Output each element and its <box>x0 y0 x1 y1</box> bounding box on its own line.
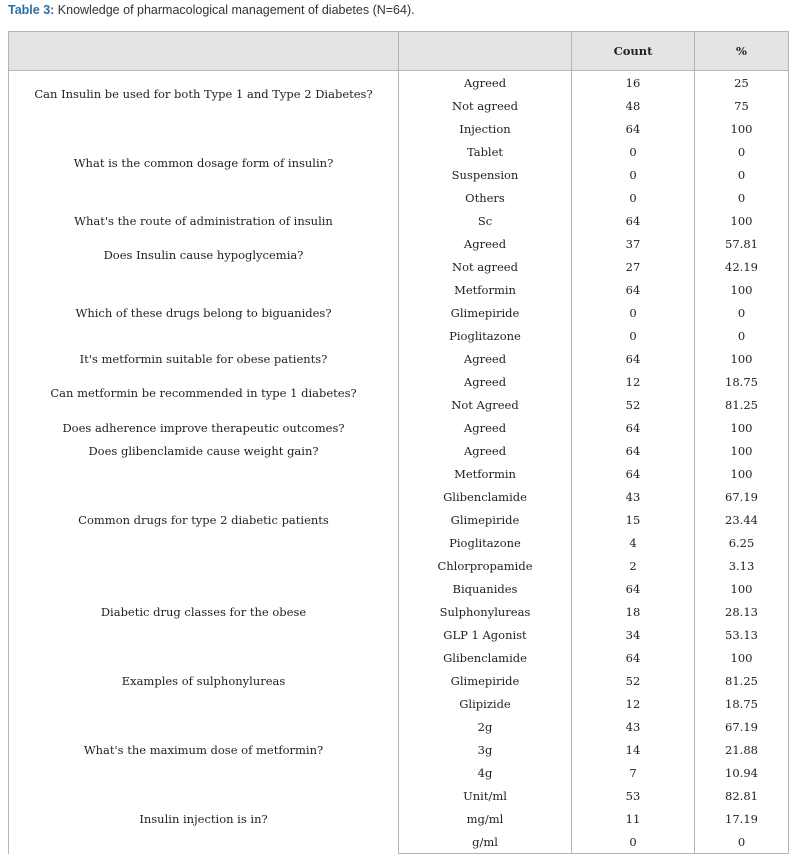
count-cell: 27 <box>572 255 695 278</box>
percent-cell: 57.81 <box>695 232 789 255</box>
table-caption <box>8 3 415 17</box>
option-cell: Not agreed <box>399 255 572 278</box>
percent-cell: 100 <box>695 117 789 140</box>
percent-cell: 21.88 <box>695 738 789 761</box>
count-cell: 64 <box>572 416 695 439</box>
option-cell: Chlorpropamide <box>399 554 572 577</box>
table-row <box>9 117 789 140</box>
option-cell: Agreed <box>399 439 572 462</box>
percent-cell: 82.81 <box>695 784 789 807</box>
percent-cell: 10.94 <box>695 761 789 784</box>
percent-cell: 100 <box>695 278 789 301</box>
option-cell: 4g <box>399 761 572 784</box>
count-cell: 2 <box>572 554 695 577</box>
count-cell: 18 <box>572 600 695 623</box>
question-cell: What's the route of administration of insulin <box>9 209 399 232</box>
table-row <box>9 347 789 370</box>
percent-cell: 3.13 <box>695 554 789 577</box>
percent-cell: 67.19 <box>695 485 789 508</box>
question-cell: What is the common dosage form of insulin? <box>9 117 399 209</box>
question-cell: Does Insulin cause hypoglycemia? <box>9 232 399 278</box>
percent-cell: 0 <box>695 301 789 324</box>
percent-cell: 18.75 <box>695 692 789 715</box>
option-cell: Metformin <box>399 278 572 301</box>
percent-cell: 17.19 <box>695 807 789 830</box>
table-row <box>9 462 789 485</box>
count-cell: 64 <box>572 278 695 301</box>
count-cell: 52 <box>572 393 695 416</box>
count-cell: 52 <box>572 669 695 692</box>
option-cell: Glibenclamide <box>399 646 572 669</box>
table-body <box>9 71 789 854</box>
count-cell: 64 <box>572 347 695 370</box>
question-cell: Does adherence improve therapeutic outcomes? <box>9 416 399 439</box>
option-cell: Not agreed <box>399 94 572 117</box>
table-row <box>9 278 789 301</box>
count-cell: 0 <box>572 301 695 324</box>
percent-cell: 0 <box>695 830 789 854</box>
option-cell: Injection <box>399 117 572 140</box>
table-label: Table 3: <box>8 3 55 17</box>
percent-cell: 100 <box>695 416 789 439</box>
header-question <box>9 32 399 71</box>
count-cell: 48 <box>572 94 695 117</box>
table-row <box>9 439 789 462</box>
percent-cell: 100 <box>695 646 789 669</box>
percent-cell: 6.25 <box>695 531 789 554</box>
count-cell: 15 <box>572 508 695 531</box>
count-cell: 53 <box>572 784 695 807</box>
option-cell: Glimepiride <box>399 301 572 324</box>
count-cell: 16 <box>572 71 695 95</box>
count-cell: 12 <box>572 692 695 715</box>
table-row <box>9 646 789 669</box>
percent-cell: 25 <box>695 71 789 95</box>
table-row <box>9 71 789 95</box>
header-option <box>399 32 572 71</box>
option-cell: Suspension <box>399 163 572 186</box>
option-cell: Sulphonylureas <box>399 600 572 623</box>
percent-cell: 0 <box>695 140 789 163</box>
option-cell: Pioglitazone <box>399 324 572 347</box>
option-cell: Tablet <box>399 140 572 163</box>
question-cell: It's metformin suitable for obese patients? <box>9 347 399 370</box>
option-cell: Glimepiride <box>399 669 572 692</box>
count-cell: 11 <box>572 807 695 830</box>
percent-cell: 18.75 <box>695 370 789 393</box>
table-row <box>9 416 789 439</box>
table-row <box>9 232 789 255</box>
option-cell: Glipizide <box>399 692 572 715</box>
table-title: Knowledge of pharmacological management of diabetes (N=64). <box>54 3 415 17</box>
percent-cell: 100 <box>695 462 789 485</box>
count-cell: 37 <box>572 232 695 255</box>
option-cell: Metformin <box>399 462 572 485</box>
question-cell: Common drugs for type 2 diabetic patients <box>9 462 399 577</box>
question-cell: Examples of sulphonylureas <box>9 646 399 715</box>
count-cell: 12 <box>572 370 695 393</box>
option-cell: 3g <box>399 738 572 761</box>
option-cell: Glibenclamide <box>399 485 572 508</box>
count-cell: 64 <box>572 117 695 140</box>
count-cell: 0 <box>572 140 695 163</box>
option-cell: Agreed <box>399 416 572 439</box>
option-cell: Agreed <box>399 370 572 393</box>
knowledge-table <box>8 31 789 854</box>
percent-cell: 67.19 <box>695 715 789 738</box>
count-cell: 64 <box>572 209 695 232</box>
table-row <box>9 715 789 738</box>
percent-cell: 0 <box>695 324 789 347</box>
question-cell: Can Insulin be used for both Type 1 and Type 2 Diabetes? <box>9 71 399 118</box>
question-cell: What's the maximum dose of metformin? <box>9 715 399 784</box>
option-cell: Agreed <box>399 347 572 370</box>
option-cell: Others <box>399 186 572 209</box>
percent-cell: 0 <box>695 163 789 186</box>
option-cell: 2g <box>399 715 572 738</box>
table-row <box>9 209 789 232</box>
percent-cell: 81.25 <box>695 393 789 416</box>
option-cell: Biquanides <box>399 577 572 600</box>
table-row <box>9 370 789 393</box>
count-cell: 64 <box>572 462 695 485</box>
count-cell: 34 <box>572 623 695 646</box>
count-cell: 0 <box>572 830 695 854</box>
question-cell: Can metformin be recommended in type 1 diabetes? <box>9 370 399 416</box>
header-percent: % <box>695 32 789 71</box>
option-cell: Sc <box>399 209 572 232</box>
percent-cell: 23.44 <box>695 508 789 531</box>
count-cell: 64 <box>572 439 695 462</box>
percent-cell: 100 <box>695 577 789 600</box>
option-cell: mg/ml <box>399 807 572 830</box>
count-cell: 0 <box>572 186 695 209</box>
table-row <box>9 784 789 807</box>
percent-cell: 100 <box>695 439 789 462</box>
percent-cell: 0 <box>695 186 789 209</box>
percent-cell: 100 <box>695 209 789 232</box>
option-cell: g/ml <box>399 830 572 854</box>
question-cell: Which of these drugs belong to biguanides? <box>9 278 399 347</box>
count-cell: 43 <box>572 715 695 738</box>
count-cell: 4 <box>572 531 695 554</box>
count-cell: 14 <box>572 738 695 761</box>
header-count: Count <box>572 32 695 71</box>
percent-cell: 53.13 <box>695 623 789 646</box>
question-cell: Does glibenclamide cause weight gain? <box>9 439 399 462</box>
option-cell: Unit/ml <box>399 784 572 807</box>
option-cell: Not Agreed <box>399 393 572 416</box>
count-cell: 0 <box>572 324 695 347</box>
option-cell: Glimepiride <box>399 508 572 531</box>
percent-cell: 75 <box>695 94 789 117</box>
count-cell: 43 <box>572 485 695 508</box>
count-cell: 64 <box>572 577 695 600</box>
option-cell: Pioglitazone <box>399 531 572 554</box>
header-row <box>9 32 789 71</box>
percent-cell: 28.13 <box>695 600 789 623</box>
question-cell: Insulin injection is in? <box>9 784 399 854</box>
option-cell: Agreed <box>399 232 572 255</box>
count-cell: 0 <box>572 163 695 186</box>
count-cell: 64 <box>572 646 695 669</box>
percent-cell: 100 <box>695 347 789 370</box>
percent-cell: 42.19 <box>695 255 789 278</box>
option-cell: GLP 1 Agonist <box>399 623 572 646</box>
count-cell: 7 <box>572 761 695 784</box>
table-row <box>9 577 789 600</box>
question-cell: Diabetic drug classes for the obese <box>9 577 399 646</box>
option-cell: Agreed <box>399 71 572 95</box>
percent-cell: 81.25 <box>695 669 789 692</box>
